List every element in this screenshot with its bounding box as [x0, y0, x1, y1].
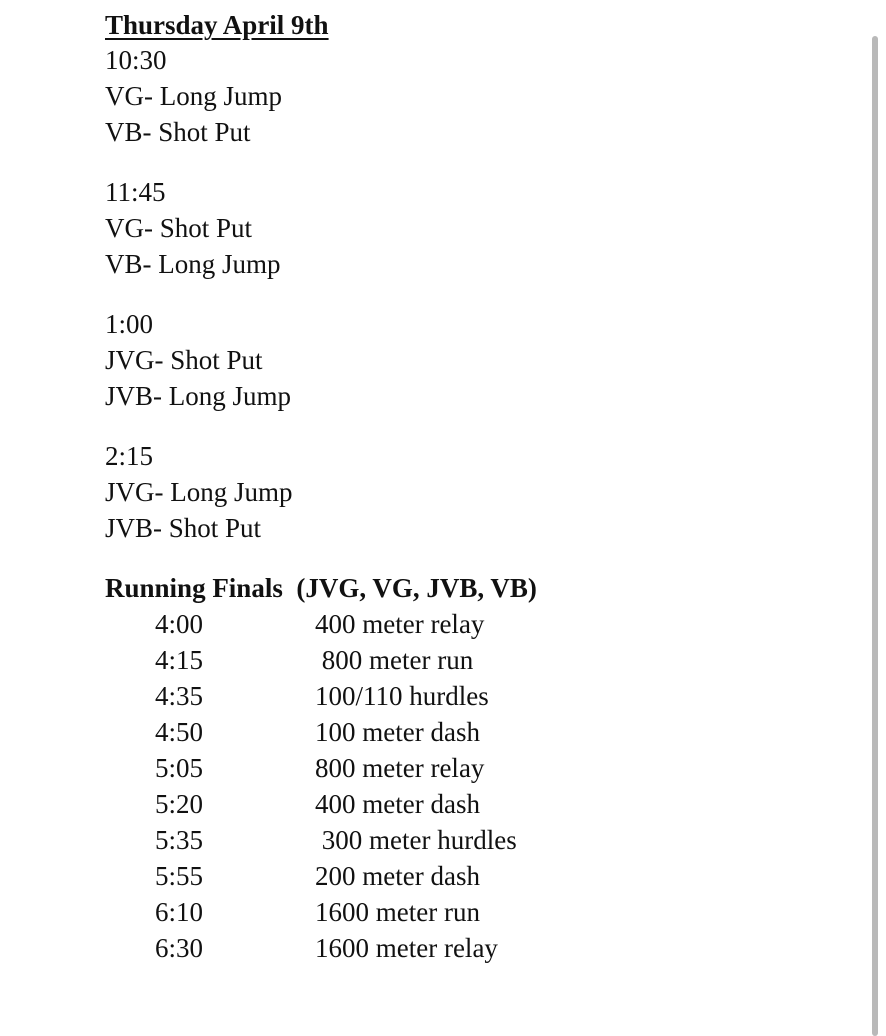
schedule-document [105, 8, 845, 966]
event-line: JVB- Shot Put [105, 513, 262, 543]
finals-event: 100 meter dash [315, 717, 480, 747]
finals-row [105, 714, 845, 750]
finals-event: 1600 meter run [315, 897, 480, 927]
event-line: VB- Long Jump [105, 249, 281, 279]
finals-row [105, 894, 845, 930]
finals-time: 4:15 [155, 645, 204, 675]
finals-time: 4:50 [155, 717, 204, 747]
finals-row [105, 606, 845, 642]
finals-event: 300 meter hurdles [315, 825, 517, 855]
field-event-block [105, 438, 845, 546]
finals-event: 200 meter dash [315, 861, 480, 891]
event-line: JVG- Long Jump [105, 477, 293, 507]
finals-row [105, 822, 845, 858]
finals-event: 1600 meter relay [315, 933, 498, 963]
finals-event: 100/110 hurdles [315, 681, 489, 711]
event-line: JVB- Long Jump [105, 381, 292, 411]
finals-row [105, 642, 845, 678]
event-time: 11:45 [105, 177, 166, 207]
finals-event: 800 meter run [315, 645, 474, 675]
finals-time: 5:55 [155, 861, 204, 891]
finals-row [105, 858, 845, 894]
event-time: 2:15 [105, 441, 154, 471]
event-line: VG- Long Jump [105, 81, 282, 111]
finals-row [105, 930, 845, 966]
finals-event: 400 meter dash [315, 789, 480, 819]
vertical-scrollbar[interactable] [872, 36, 878, 1036]
event-time: 1:00 [105, 309, 154, 339]
field-event-block [105, 42, 845, 150]
finals-time: 6:30 [155, 933, 204, 963]
finals-row [105, 750, 845, 786]
finals-row [105, 678, 845, 714]
event-line: JVG- Shot Put [105, 345, 263, 375]
finals-row [105, 786, 845, 822]
running-finals-heading: Running Finals (JVG, VG, JVB, VB) [105, 573, 537, 603]
finals-time: 6:10 [155, 897, 204, 927]
finals-time: 4:00 [155, 609, 204, 639]
event-line: VB- Shot Put [105, 117, 251, 147]
finals-time: 5:20 [155, 789, 204, 819]
finals-time: 5:05 [155, 753, 204, 783]
finals-time: 5:35 [155, 825, 204, 855]
event-time: 10:30 [105, 45, 167, 75]
finals-event: 800 meter relay [315, 753, 485, 783]
finals-time: 4:35 [155, 681, 204, 711]
field-event-block [105, 174, 845, 282]
event-line: VG- Shot Put [105, 213, 253, 243]
finals-event: 400 meter relay [315, 609, 485, 639]
document-title: Thursday April 9th [105, 10, 329, 40]
field-event-block [105, 306, 845, 414]
